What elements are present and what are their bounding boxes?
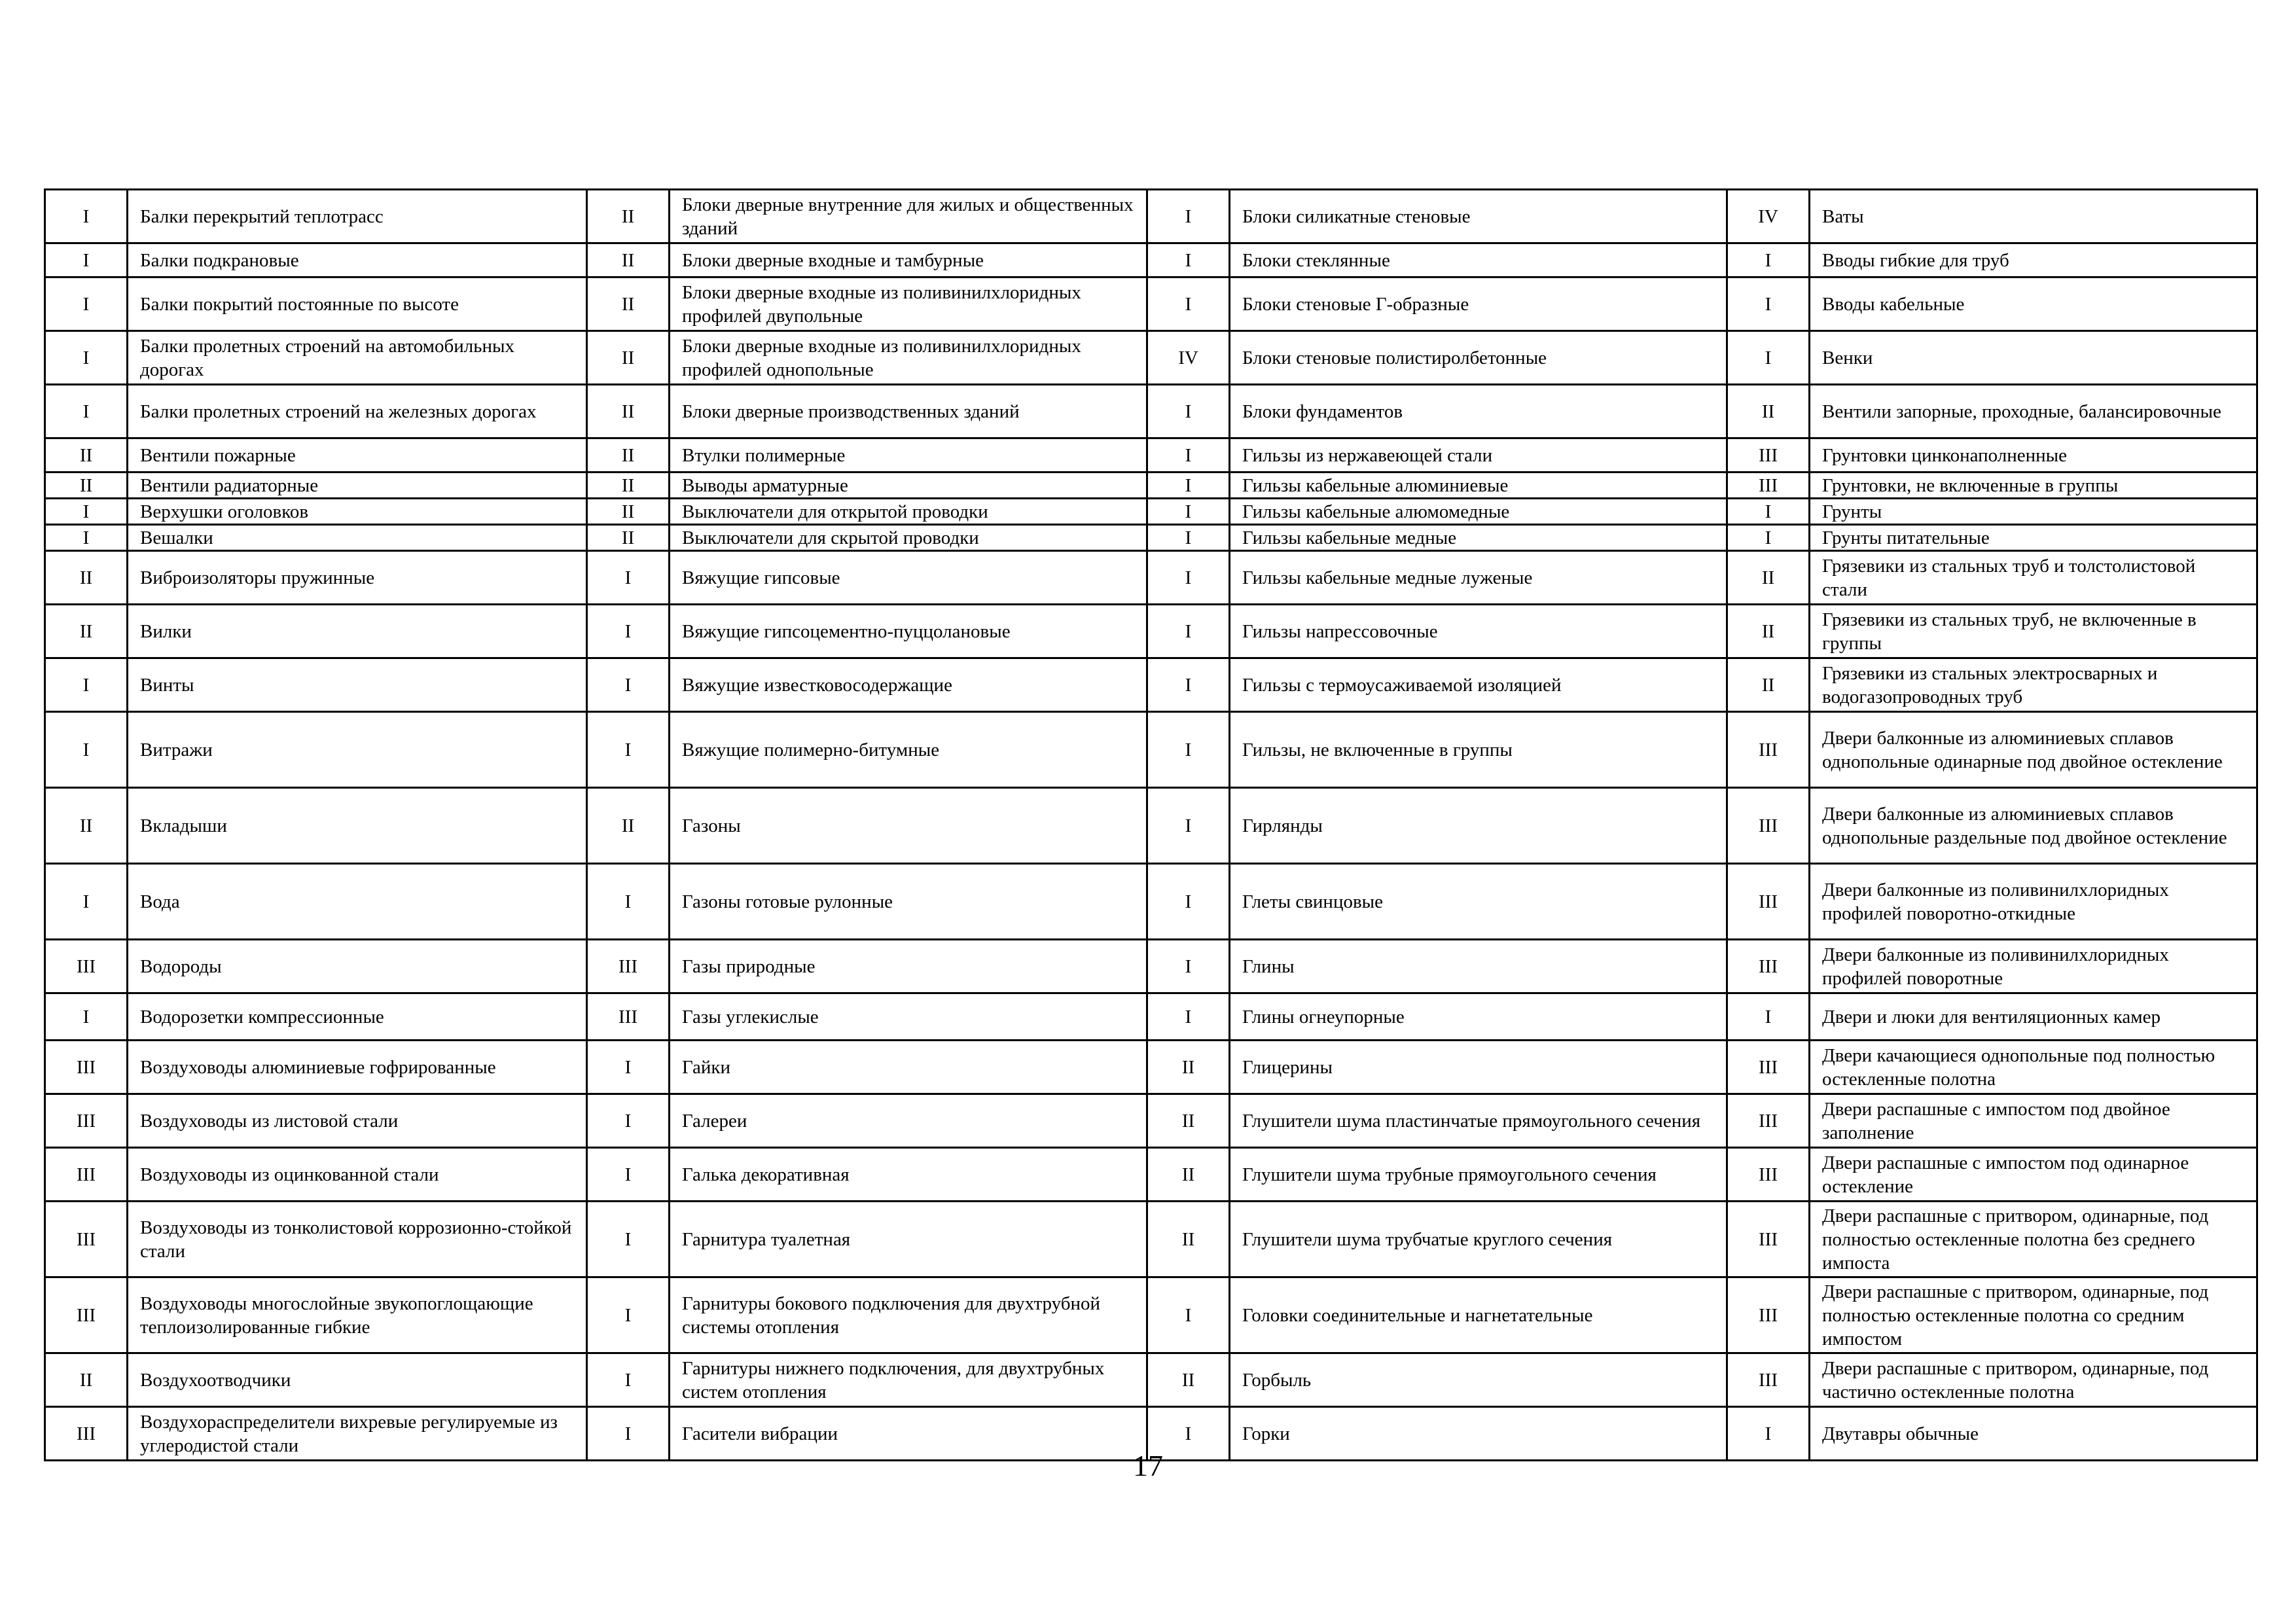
group-cell: III — [1727, 1148, 1810, 1202]
group-cell: III — [45, 1041, 128, 1094]
group-cell: I — [587, 658, 670, 712]
group-cell: II — [45, 438, 128, 473]
group-cell: I — [1727, 499, 1810, 525]
table-row — [45, 788, 2257, 864]
table-row — [45, 1148, 2257, 1202]
group-cell: II — [45, 551, 128, 605]
group-cell: II — [1147, 1353, 1230, 1407]
name-cell: Выключатели для открытой проводки — [670, 499, 1147, 525]
group-cell: I — [1727, 525, 1810, 551]
name-cell: Вяжущие гипсовые — [670, 551, 1147, 605]
group-cell: IV — [1147, 331, 1230, 385]
group-cell: I — [1147, 525, 1230, 551]
group-cell: II — [587, 277, 670, 331]
group-cell: I — [1147, 551, 1230, 605]
name-cell: Двери балконные из алюминиевых сплавов однопольные одинарные под двойное остекление — [1810, 712, 2257, 788]
group-cell: II — [587, 525, 670, 551]
group-cell: II — [1727, 658, 1810, 712]
name-cell: Гарнитуры бокового подключения для двухтрубной системы отопления — [670, 1277, 1147, 1353]
group-cell: III — [1727, 788, 1810, 864]
table-row — [45, 190, 2257, 243]
name-cell: Воздуховоды алюминиевые гофрированные — [128, 1041, 587, 1094]
table-row — [45, 385, 2257, 438]
group-cell: III — [1727, 1277, 1810, 1353]
name-cell: Водорозетки компрессионные — [128, 993, 587, 1041]
name-cell: Грязевики из стальных труб и толстолистовой стали — [1810, 551, 2257, 605]
table-row — [45, 277, 2257, 331]
group-cell: I — [1147, 473, 1230, 499]
name-cell: Глеты свинцовые — [1230, 864, 1727, 940]
group-cell: II — [45, 1353, 128, 1407]
name-cell: Двутавры обычные — [1810, 1407, 2257, 1461]
group-cell: I — [1727, 331, 1810, 385]
group-cell: I — [1147, 712, 1230, 788]
table-row — [45, 438, 2257, 473]
name-cell: Вводы гибкие для труб — [1810, 243, 2257, 277]
name-cell: Гайки — [670, 1041, 1147, 1094]
group-cell: II — [1147, 1202, 1230, 1277]
name-cell: Вводы кабельные — [1810, 277, 2257, 331]
table-row — [45, 658, 2257, 712]
table-row — [45, 712, 2257, 788]
group-cell: IV — [1727, 190, 1810, 243]
name-cell: Водороды — [128, 940, 587, 993]
group-cell: III — [1727, 1202, 1810, 1277]
group-cell: III — [45, 1094, 128, 1148]
table-row — [45, 1353, 2257, 1407]
table-row — [45, 605, 2257, 658]
group-cell: I — [1147, 1277, 1230, 1353]
name-cell: Двери распашные с притвором, одинарные, под частично остекленные полотна — [1810, 1353, 2257, 1407]
page-number: 17 — [1133, 1449, 1163, 1482]
name-cell: Двери балконные из поливинилхлоридных профилей поворотно-откидные — [1810, 864, 2257, 940]
group-cell: III — [1727, 864, 1810, 940]
name-cell: Блоки дверные входные и тамбурные — [670, 243, 1147, 277]
name-cell: Гильзы из нержавеющей стали — [1230, 438, 1727, 473]
name-cell: Вентили запорные, проходные, балансировочные — [1810, 385, 2257, 438]
group-cell: I — [1147, 993, 1230, 1041]
table-row — [45, 1041, 2257, 1094]
name-cell: Балки подкрановые — [128, 243, 587, 277]
group-cell: III — [1727, 712, 1810, 788]
group-cell: II — [587, 788, 670, 864]
group-cell: III — [1727, 438, 1810, 473]
group-cell: I — [1147, 788, 1230, 864]
group-cell: I — [1147, 1407, 1230, 1461]
name-cell: Гарнитура туалетная — [670, 1202, 1147, 1277]
name-cell: Ваты — [1810, 190, 2257, 243]
group-cell: III — [587, 993, 670, 1041]
name-cell: Гильзы кабельные алюмомедные — [1230, 499, 1727, 525]
name-cell: Верхушки оголовков — [128, 499, 587, 525]
name-cell: Балки перекрытий теплотрасс — [128, 190, 587, 243]
name-cell: Горки — [1230, 1407, 1727, 1461]
name-cell: Двери балконные из алюминиевых сплавов однопольные раздельные под двойное остекление — [1810, 788, 2257, 864]
name-cell: Гильзы, не включенные в группы — [1230, 712, 1727, 788]
name-cell: Гильзы напрессовочные — [1230, 605, 1727, 658]
name-cell: Венки — [1810, 331, 2257, 385]
group-cell: I — [587, 712, 670, 788]
group-cell: I — [45, 658, 128, 712]
name-cell: Глушители шума пластинчатые прямоугольного сечения — [1230, 1094, 1727, 1148]
table-row — [45, 331, 2257, 385]
name-cell: Гильзы кабельные медные луженые — [1230, 551, 1727, 605]
group-cell: I — [1727, 243, 1810, 277]
group-cell: II — [1727, 385, 1810, 438]
group-cell: I — [1727, 993, 1810, 1041]
group-cell: I — [45, 993, 128, 1041]
name-cell: Втулки полимерные — [670, 438, 1147, 473]
name-cell: Блоки фундаментов — [1230, 385, 1727, 438]
name-cell: Блоки стеновые полистиролбетонные — [1230, 331, 1727, 385]
table-row — [45, 473, 2257, 499]
name-cell: Галереи — [670, 1094, 1147, 1148]
name-cell: Виброизоляторы пружинные — [128, 551, 587, 605]
table-row — [45, 1094, 2257, 1148]
group-cell: III — [45, 940, 128, 993]
table-row — [45, 864, 2257, 940]
group-cell: III — [45, 1148, 128, 1202]
name-cell: Глушители шума трубчатые круглого сечения — [1230, 1202, 1727, 1277]
group-cell: II — [587, 438, 670, 473]
group-cell: I — [1147, 190, 1230, 243]
name-cell: Вентили радиаторные — [128, 473, 587, 499]
name-cell: Воздуховоды из тонколистовой коррозионно-стойкой стали — [128, 1202, 587, 1277]
name-cell: Галька декоративная — [670, 1148, 1147, 1202]
group-cell: II — [45, 605, 128, 658]
group-cell: II — [587, 190, 670, 243]
group-cell: II — [587, 385, 670, 438]
group-cell: I — [587, 1148, 670, 1202]
name-cell: Витражи — [128, 712, 587, 788]
name-cell: Двери распашные с притвором, одинарные, под полностью остекленные полотна без среднего импоста — [1810, 1202, 2257, 1277]
group-cell: I — [587, 1407, 670, 1461]
group-cell: I — [587, 864, 670, 940]
name-cell: Горбыль — [1230, 1353, 1727, 1407]
group-cell: I — [45, 525, 128, 551]
name-cell: Гильзы кабельные алюминиевые — [1230, 473, 1727, 499]
name-cell: Вешалки — [128, 525, 587, 551]
group-cell: II — [587, 499, 670, 525]
name-cell: Вяжущие полимерно-битумные — [670, 712, 1147, 788]
classification-table — [44, 188, 2258, 1461]
group-cell: I — [587, 1041, 670, 1094]
name-cell: Двери балконные из поливинилхлоридных профилей поворотные — [1810, 940, 2257, 993]
name-cell: Вкладыши — [128, 788, 587, 864]
group-cell: III — [587, 940, 670, 993]
name-cell: Блоки силикатные стеновые — [1230, 190, 1727, 243]
name-cell: Двери распашные с импостом под двойное заполнение — [1810, 1094, 2257, 1148]
group-cell: II — [587, 473, 670, 499]
group-cell: I — [587, 1353, 670, 1407]
group-cell: III — [1727, 940, 1810, 993]
name-cell: Грунтовки цинконаполненные — [1810, 438, 2257, 473]
name-cell: Гильзы кабельные медные — [1230, 525, 1727, 551]
table-row — [45, 499, 2257, 525]
name-cell: Глицерины — [1230, 1041, 1727, 1094]
table-row — [45, 940, 2257, 993]
name-cell: Грязевики из стальных труб, не включенные в группы — [1810, 605, 2257, 658]
name-cell: Глины огнеупорные — [1230, 993, 1727, 1041]
group-cell: I — [45, 499, 128, 525]
name-cell: Газы углекислые — [670, 993, 1147, 1041]
name-cell: Гирлянды — [1230, 788, 1727, 864]
group-cell: I — [45, 864, 128, 940]
name-cell: Блоки дверные внутренние для жилых и общественных зданий — [670, 190, 1147, 243]
group-cell: II — [1147, 1148, 1230, 1202]
name-cell: Вода — [128, 864, 587, 940]
name-cell: Двери распашные с притвором, одинарные, под полностью остекленные полотна со средним импостом — [1810, 1277, 2257, 1353]
group-cell: I — [587, 551, 670, 605]
group-cell: II — [1147, 1094, 1230, 1148]
table-row — [45, 243, 2257, 277]
group-cell: I — [1147, 605, 1230, 658]
name-cell: Двери и люки для вентиляционных камер — [1810, 993, 2257, 1041]
name-cell: Воздуховоды из оцинкованной стали — [128, 1148, 587, 1202]
group-cell: I — [1147, 385, 1230, 438]
name-cell: Грунты — [1810, 499, 2257, 525]
name-cell: Вентили пожарные — [128, 438, 587, 473]
group-cell: I — [587, 605, 670, 658]
group-cell: III — [1727, 1094, 1810, 1148]
name-cell: Глины — [1230, 940, 1727, 993]
group-cell: III — [1727, 473, 1810, 499]
group-cell: II — [587, 243, 670, 277]
name-cell: Глушители шума трубные прямоугольного сечения — [1230, 1148, 1727, 1202]
group-cell: II — [45, 473, 128, 499]
name-cell: Балки покрытий постоянные по высоте — [128, 277, 587, 331]
group-cell: II — [587, 331, 670, 385]
table-body — [45, 190, 2257, 1461]
group-cell: II — [1727, 551, 1810, 605]
name-cell: Воздуховоды многослойные звукопоглощающие теплоизолированные гибкие — [128, 1277, 587, 1353]
group-cell: I — [587, 1277, 670, 1353]
group-cell: III — [1727, 1041, 1810, 1094]
name-cell: Вяжущие известковосодержащие — [670, 658, 1147, 712]
name-cell: Балки пролетных строений на автомобильных дорогах — [128, 331, 587, 385]
group-cell: I — [1147, 277, 1230, 331]
table-row — [45, 993, 2257, 1041]
group-cell: I — [1147, 499, 1230, 525]
group-cell: III — [45, 1202, 128, 1277]
group-cell: III — [1727, 1353, 1810, 1407]
group-cell: I — [45, 277, 128, 331]
name-cell: Головки соединительные и нагнетательные — [1230, 1277, 1727, 1353]
group-cell: I — [1147, 864, 1230, 940]
name-cell: Гарнитуры нижнего подключения, для двухтрубных систем отопления — [670, 1353, 1147, 1407]
table-row — [45, 525, 2257, 551]
name-cell: Выводы арматурные — [670, 473, 1147, 499]
group-cell: I — [45, 243, 128, 277]
group-cell: II — [1727, 605, 1810, 658]
group-cell: II — [1147, 1041, 1230, 1094]
group-cell: I — [1147, 438, 1230, 473]
name-cell: Двери распашные с импостом под одинарное остекление — [1810, 1148, 2257, 1202]
name-cell: Блоки стеклянные — [1230, 243, 1727, 277]
table-row — [45, 1202, 2257, 1277]
name-cell: Гильзы с термоусаживаемой изоляцией — [1230, 658, 1727, 712]
group-cell: I — [1147, 658, 1230, 712]
group-cell: I — [45, 331, 128, 385]
group-cell: I — [1147, 243, 1230, 277]
name-cell: Блоки дверные входные из поливинилхлоридных профилей двупольные — [670, 277, 1147, 331]
name-cell: Выключатели для скрытой проводки — [670, 525, 1147, 551]
name-cell: Грунты питательные — [1810, 525, 2257, 551]
name-cell: Газоны готовые рулонные — [670, 864, 1147, 940]
group-cell: I — [1147, 940, 1230, 993]
group-cell: I — [1727, 1407, 1810, 1461]
name-cell: Гасители вибрации — [670, 1407, 1147, 1461]
name-cell: Вилки — [128, 605, 587, 658]
name-cell: Блоки дверные производственных зданий — [670, 385, 1147, 438]
group-cell: I — [45, 385, 128, 438]
name-cell: Двери качающиеся однопольные под полностью остекленные полотна — [1810, 1041, 2257, 1094]
name-cell: Блоки дверные входные из поливинилхлоридных профилей однопольные — [670, 331, 1147, 385]
name-cell: Воздухоотводчики — [128, 1353, 587, 1407]
group-cell: I — [45, 712, 128, 788]
table-row — [45, 551, 2257, 605]
name-cell: Грунтовки, не включенные в группы — [1810, 473, 2257, 499]
group-cell: II — [45, 788, 128, 864]
group-cell: III — [45, 1407, 128, 1461]
name-cell: Вяжущие гипсоцементно-пуццолановые — [670, 605, 1147, 658]
name-cell: Блоки стеновые Г-образные — [1230, 277, 1727, 331]
group-cell: III — [45, 1277, 128, 1353]
name-cell: Газоны — [670, 788, 1147, 864]
name-cell: Балки пролетных строений на железных дорогах — [128, 385, 587, 438]
group-cell: I — [587, 1094, 670, 1148]
name-cell: Винты — [128, 658, 587, 712]
group-cell: I — [1727, 277, 1810, 331]
group-cell: I — [45, 190, 128, 243]
name-cell: Воздуховоды из листовой стали — [128, 1094, 587, 1148]
name-cell: Грязевики из стальных электросварных и водогазопроводных труб — [1810, 658, 2257, 712]
group-cell: I — [587, 1202, 670, 1277]
name-cell: Воздухораспределители вихревые регулируемые из углеродистой стали — [128, 1407, 587, 1461]
table-row — [45, 1277, 2257, 1353]
name-cell: Газы природные — [670, 940, 1147, 993]
